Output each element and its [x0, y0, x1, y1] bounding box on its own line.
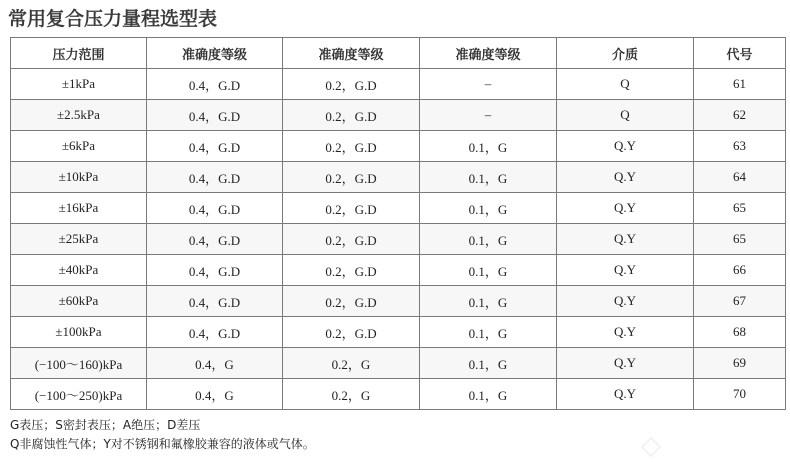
cell-code: 65 — [694, 193, 786, 224]
cell-accuracy-2: 0.2，G.D — [283, 193, 420, 224]
cell-medium: Q.Y — [557, 348, 694, 379]
table-row — [11, 255, 786, 286]
cell-code: 66 — [694, 255, 786, 286]
page-title: 常用复合压力量程选型表 — [8, 8, 218, 30]
cell-code: 62 — [694, 100, 786, 131]
cell-accuracy-1: 0.4，G.D — [147, 317, 283, 348]
cell-accuracy-2: 0.2，G — [283, 348, 420, 379]
cell-accuracy-3: 0.1，G — [420, 348, 557, 379]
cell-medium: Q.Y — [557, 317, 694, 348]
cell-medium: Q — [557, 100, 694, 131]
cell-accuracy-3: 0.1，G — [420, 131, 557, 162]
table-row — [11, 193, 786, 224]
cell-pressure-range: ±1kPa — [11, 69, 147, 100]
table-row — [11, 131, 786, 162]
cell-pressure-range: (−100～160)kPa — [11, 348, 147, 379]
table-header-row — [11, 38, 786, 69]
footnote-pressure-types: G表压；S密封表压；A绝压；D差压 — [10, 418, 201, 432]
cell-accuracy-1: 0.4，G.D — [147, 69, 283, 100]
table-row — [11, 348, 786, 379]
cell-accuracy-2: 0.2，G.D — [283, 162, 420, 193]
header-pressure-range: 压力范围 — [11, 38, 147, 69]
cell-pressure-range: ±25kPa — [11, 224, 147, 255]
footnote-media: Q非腐蚀性气体；Y对不锈钢和氟橡胶兼容的液体或气体。 — [10, 437, 315, 451]
cell-pressure-range: ±100kPa — [11, 317, 147, 348]
cell-pressure-range: ±10kPa — [11, 162, 147, 193]
cell-accuracy-2: 0.2，G.D — [283, 317, 420, 348]
header-accuracy-1: 准确度等级 — [147, 38, 283, 69]
cell-code: 61 — [694, 69, 786, 100]
table-row — [11, 100, 786, 131]
cell-pressure-range: ±2.5kPa — [11, 100, 147, 131]
cell-medium: Q.Y — [557, 286, 694, 317]
cell-code: 63 — [694, 131, 786, 162]
cell-accuracy-2: 0.2，G.D — [283, 224, 420, 255]
table-row — [11, 317, 786, 348]
cell-pressure-range: ±40kPa — [11, 255, 147, 286]
cell-pressure-range: ±60kPa — [11, 286, 147, 317]
cell-accuracy-2: 0.2，G.D — [283, 286, 420, 317]
cell-accuracy-1: 0.4，G.D — [147, 100, 283, 131]
cell-accuracy-3: 0.1，G — [420, 317, 557, 348]
cell-accuracy-3: 0.1，G — [420, 255, 557, 286]
cell-accuracy-3: – — [420, 69, 557, 100]
cell-accuracy-3: 0.1，G — [420, 193, 557, 224]
cell-accuracy-3: 0.1，G — [420, 162, 557, 193]
cell-medium: Q.Y — [557, 379, 694, 410]
cell-code: 68 — [694, 317, 786, 348]
cell-accuracy-1: 0.4，G.D — [147, 255, 283, 286]
cell-medium: Q.Y — [557, 131, 694, 162]
cell-medium: Q.Y — [557, 162, 694, 193]
cell-accuracy-1: 0.4，G.D — [147, 193, 283, 224]
cell-accuracy-1: 0.4，G.D — [147, 131, 283, 162]
pressure-range-table — [10, 37, 786, 410]
cell-medium: Q — [557, 69, 694, 100]
cell-accuracy-3: 0.1，G — [420, 379, 557, 410]
cell-accuracy-3: – — [420, 100, 557, 131]
cell-medium: Q.Y — [557, 193, 694, 224]
cell-code: 67 — [694, 286, 786, 317]
cell-accuracy-3: 0.1，G — [420, 224, 557, 255]
cell-accuracy-2: 0.2，G.D — [283, 100, 420, 131]
cell-accuracy-1: 0.4，G.D — [147, 224, 283, 255]
cell-accuracy-1: 0.4，G — [147, 348, 283, 379]
cell-accuracy-1: 0.4，G — [147, 379, 283, 410]
table-row — [11, 162, 786, 193]
cell-medium: Q.Y — [557, 255, 694, 286]
footnotes — [10, 416, 315, 454]
cell-code: 64 — [694, 162, 786, 193]
table-row — [11, 286, 786, 317]
cell-code: 70 — [694, 379, 786, 410]
watermark-icon — [640, 436, 662, 458]
cell-medium: Q.Y — [557, 224, 694, 255]
cell-accuracy-2: 0.2，G.D — [283, 131, 420, 162]
cell-accuracy-1: 0.4，G.D — [147, 162, 283, 193]
cell-code: 65 — [694, 224, 786, 255]
cell-accuracy-2: 0.2，G.D — [283, 255, 420, 286]
table-row — [11, 379, 786, 410]
table-row — [11, 224, 786, 255]
table-row — [11, 69, 786, 100]
cell-pressure-range: ±6kPa — [11, 131, 147, 162]
cell-accuracy-2: 0.2，G.D — [283, 69, 420, 100]
cell-pressure-range: ±16kPa — [11, 193, 147, 224]
header-code: 代号 — [694, 38, 786, 69]
cell-accuracy-3: 0.1，G — [420, 286, 557, 317]
cell-accuracy-2: 0.2，G — [283, 379, 420, 410]
header-medium: 介质 — [557, 38, 694, 69]
header-accuracy-3: 准确度等级 — [420, 38, 557, 69]
cell-code: 69 — [694, 348, 786, 379]
header-accuracy-2: 准确度等级 — [283, 38, 420, 69]
cell-pressure-range: (−100～250)kPa — [11, 379, 147, 410]
cell-accuracy-1: 0.4，G.D — [147, 286, 283, 317]
